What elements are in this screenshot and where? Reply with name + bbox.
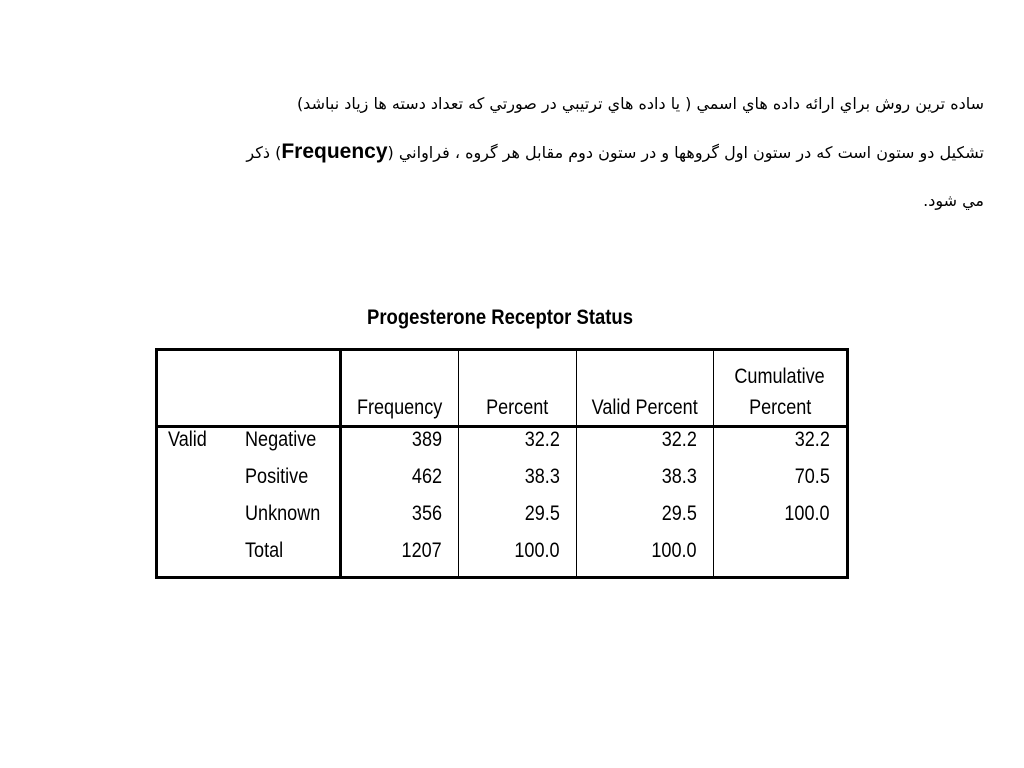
cell-frequency: 1207 bbox=[341, 539, 459, 578]
frequency-table bbox=[155, 348, 849, 579]
table-row bbox=[157, 465, 848, 502]
intro-line-1-text: ساده ترين روش براي ارائه داده هاي اسمي ( يا داده هاي ترتيبي در صورتي كه تعداد دسته ها زياد نباشد) bbox=[296, 94, 984, 113]
intro-line-3-text: مي شود. bbox=[923, 191, 984, 210]
row-label: Negative bbox=[244, 428, 316, 451]
cell-frequency: 462 bbox=[341, 465, 459, 502]
row-label: Positive bbox=[244, 465, 308, 488]
header-cumulative-percent: Cumulative Percent bbox=[714, 350, 848, 427]
group-label-valid: Valid bbox=[168, 428, 207, 451]
header-percent: Percent bbox=[459, 350, 577, 427]
group-label-empty bbox=[157, 502, 235, 539]
cell-percent: 32.2 bbox=[459, 427, 577, 466]
table-row-total bbox=[157, 539, 848, 578]
group-label-empty bbox=[157, 539, 235, 578]
cell-frequency: 389 bbox=[341, 427, 459, 466]
cell-percent: 100.0 bbox=[459, 539, 577, 578]
row-label: Total bbox=[244, 539, 283, 562]
frequency-keyword: Frequency bbox=[281, 140, 388, 163]
group-label-empty bbox=[157, 465, 235, 502]
intro-line-3 bbox=[184, 189, 984, 213]
intro-line-2 bbox=[184, 140, 984, 165]
cell-cumulative: 70.5 bbox=[714, 465, 848, 502]
header-valid-percent: Valid Percent bbox=[577, 350, 714, 427]
header-empty-group bbox=[157, 350, 235, 427]
table-header-row bbox=[157, 350, 848, 427]
intro-line-1 bbox=[184, 92, 984, 116]
row-label: Unknown bbox=[244, 502, 320, 525]
intro-line-2-text-start: تشكيل دو ستون است كه در ستون اول گروهها و در ستون دوم مقابل هر گروه ، فراواني ( bbox=[387, 143, 984, 162]
table-row bbox=[157, 427, 848, 466]
cell-cumulative: 32.2 bbox=[714, 427, 848, 466]
cell-valid-percent: 38.3 bbox=[577, 465, 714, 502]
cell-cumulative bbox=[714, 539, 848, 578]
cell-valid-percent: 29.5 bbox=[577, 502, 714, 539]
table-title: Progesterone Receptor Status bbox=[367, 306, 633, 329]
cell-cumulative: 100.0 bbox=[714, 502, 848, 539]
table-row bbox=[157, 502, 848, 539]
header-frequency: Frequency bbox=[341, 350, 459, 427]
intro-line-2-text-end: ) ذكر bbox=[246, 143, 282, 162]
cell-percent: 29.5 bbox=[459, 502, 577, 539]
cell-valid-percent: 32.2 bbox=[577, 427, 714, 466]
cell-percent: 38.3 bbox=[459, 465, 577, 502]
cell-valid-percent: 100.0 bbox=[577, 539, 714, 578]
header-empty-label bbox=[235, 350, 341, 427]
cell-frequency: 356 bbox=[341, 502, 459, 539]
